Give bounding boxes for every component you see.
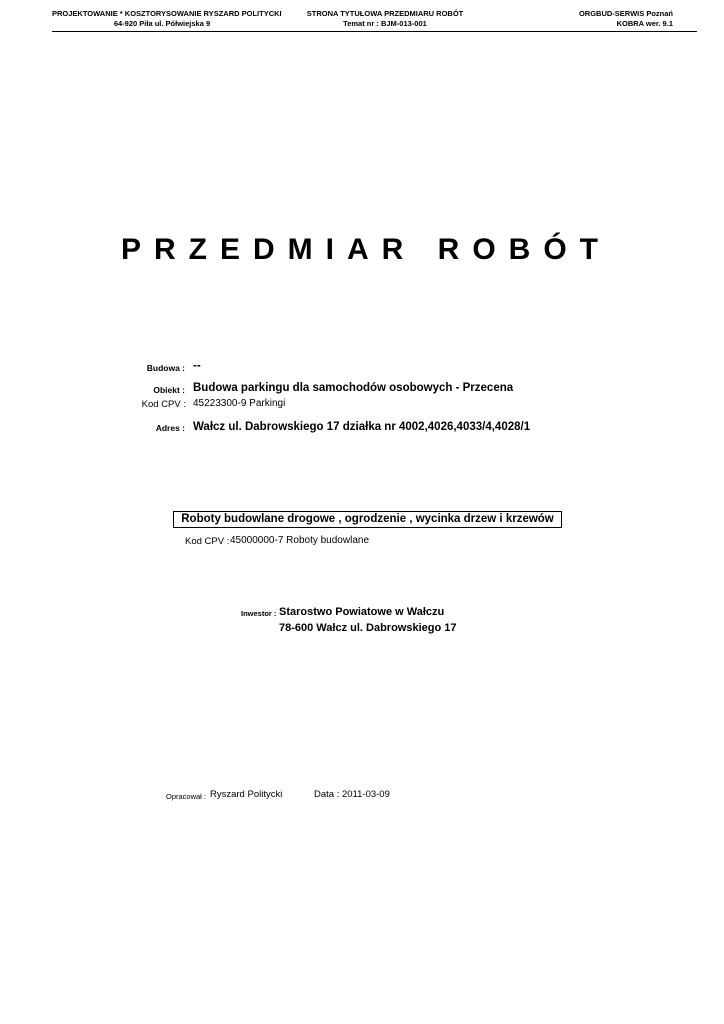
- header-software-vendor: ORGBUD-SERWIS Poznań: [578, 9, 673, 18]
- header-left: [52, 9, 282, 29]
- header-center: [300, 9, 470, 29]
- header-company-address: 64-920 Piła ul. Półwiejska 9: [113, 19, 211, 28]
- kod-cpv-2-label: Kod CPV :: [185, 536, 230, 547]
- header-document-type: STRONA TYTUŁOWA PRZEDMIARU ROBÓT: [306, 9, 464, 18]
- inwestor-label: Inwestor :: [241, 609, 277, 618]
- header-company: PROJEKTOWANIE * KOSZTORYSOWANIE RYSZARD POLITYCKI: [52, 9, 282, 18]
- document-date: Data : 2011-03-09: [314, 789, 390, 800]
- scope-of-works-box: Roboty budowlane drogowe , ogrodzenie , wycinka drzew i krzewów: [173, 511, 562, 528]
- kod-cpv-label: Kod CPV :: [141, 399, 186, 410]
- header-divider: [52, 31, 697, 32]
- kod-cpv-value: 45223300-9 Parkingi: [193, 398, 286, 409]
- inwestor-name: Starostwo Powiatowe w Wałczu: [279, 606, 445, 618]
- adres-label: Adres :: [155, 423, 185, 433]
- inwestor-address: 78-600 Wałcz ul. Dabrowskiego 17: [279, 622, 457, 634]
- header-right: [579, 9, 673, 29]
- budowa-value: --: [193, 360, 201, 372]
- opracowal-label: Opracował :: [166, 792, 207, 801]
- header-software-version: KOBRA wer. 9.1: [616, 19, 673, 28]
- obiekt-label: Obiekt :: [153, 385, 185, 395]
- header-topic-number: Temat nr : BJM-013-001: [343, 19, 427, 28]
- opracowal-author: Ryszard Politycki: [210, 789, 283, 800]
- budowa-label: Budowa :: [146, 363, 185, 373]
- kod-cpv-2-value: 45000000-7 Roboty budowlane: [230, 535, 369, 546]
- page-title: PRZEDMIAR ROBÓT: [121, 233, 611, 266]
- adres-value: Wałcz ul. Dabrowskiego 17 działka nr 4002,4026,4033/4,4028/1: [193, 421, 531, 433]
- obiekt-value: Budowa parkingu dla samochodów osobowych - Przecena: [193, 382, 514, 394]
